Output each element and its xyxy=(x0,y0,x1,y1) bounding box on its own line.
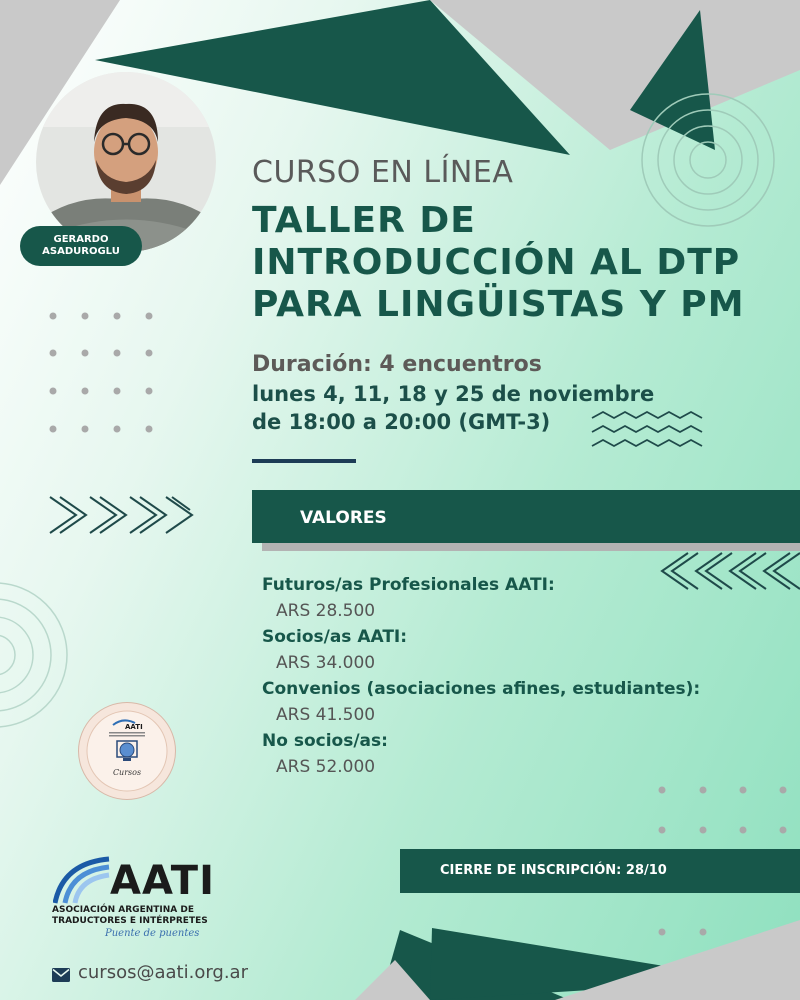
badge-label: Cursos xyxy=(112,768,142,777)
course-title-line-1: TALLER DE xyxy=(252,200,476,241)
instructor-photo xyxy=(36,72,216,252)
course-title-line-3: PARA LINGÜISTAS Y PM xyxy=(252,284,745,325)
dot-grid-left xyxy=(50,313,153,433)
values-heading: VALORES xyxy=(300,508,387,528)
course-title-line-2: INTRODUCCIÓN AL DTP xyxy=(252,242,741,283)
course-days: lunes 4, 11, 18 y 25 de noviembre xyxy=(252,382,655,406)
course-type: CURSO EN LÍNEA xyxy=(252,155,514,190)
registration-deadline: CIERRE DE INSCRIPCIÓN: 28/10 xyxy=(440,863,667,878)
svg-text:AATI: AATI xyxy=(125,723,143,731)
mail-icon xyxy=(52,968,70,982)
price-value: ARS 52.000 xyxy=(276,757,376,777)
instructor-name-tag xyxy=(20,226,142,266)
price-value: ARS 28.500 xyxy=(276,601,376,621)
cursos-badge xyxy=(78,702,176,800)
logo-wordmark: AATI xyxy=(110,858,215,904)
course-time: de 18:00 a 20:00 (GMT-3) xyxy=(252,410,551,434)
organization-name-line-1: ASOCIACIÓN ARGENTINA DE xyxy=(52,905,194,915)
chevrons-right-icon xyxy=(50,497,192,533)
instructor-last-name: ASADUROGLU xyxy=(42,246,120,257)
course-duration: Duración: 4 encuentros xyxy=(252,352,542,377)
course-title xyxy=(252,200,792,326)
course-dates xyxy=(252,380,654,436)
organization-name-line-2: TRADUCTORES E INTÉRPRETES xyxy=(52,916,208,926)
price-category: Futuros/as Profesionales AATI: xyxy=(262,575,555,595)
organization-tagline: Puente de puentes xyxy=(105,928,200,939)
price-value: ARS 34.000 xyxy=(276,653,376,673)
price-category: Convenios (asociaciones afines, estudiantes): xyxy=(262,679,701,699)
price-category: No socios/as: xyxy=(262,731,388,751)
price-value: ARS 41.500 xyxy=(276,705,376,725)
contact-email[interactable]: cursos@aati.org.ar xyxy=(78,962,248,983)
organization-name xyxy=(52,905,208,927)
aati-logo-icon xyxy=(53,855,113,905)
instructor-first-name: GERARDO xyxy=(53,234,109,245)
price-category: Socios/as AATI: xyxy=(262,627,408,647)
chevrons-left-icon xyxy=(662,553,800,589)
divider xyxy=(252,459,356,463)
concentric-arcs-left xyxy=(0,583,67,727)
